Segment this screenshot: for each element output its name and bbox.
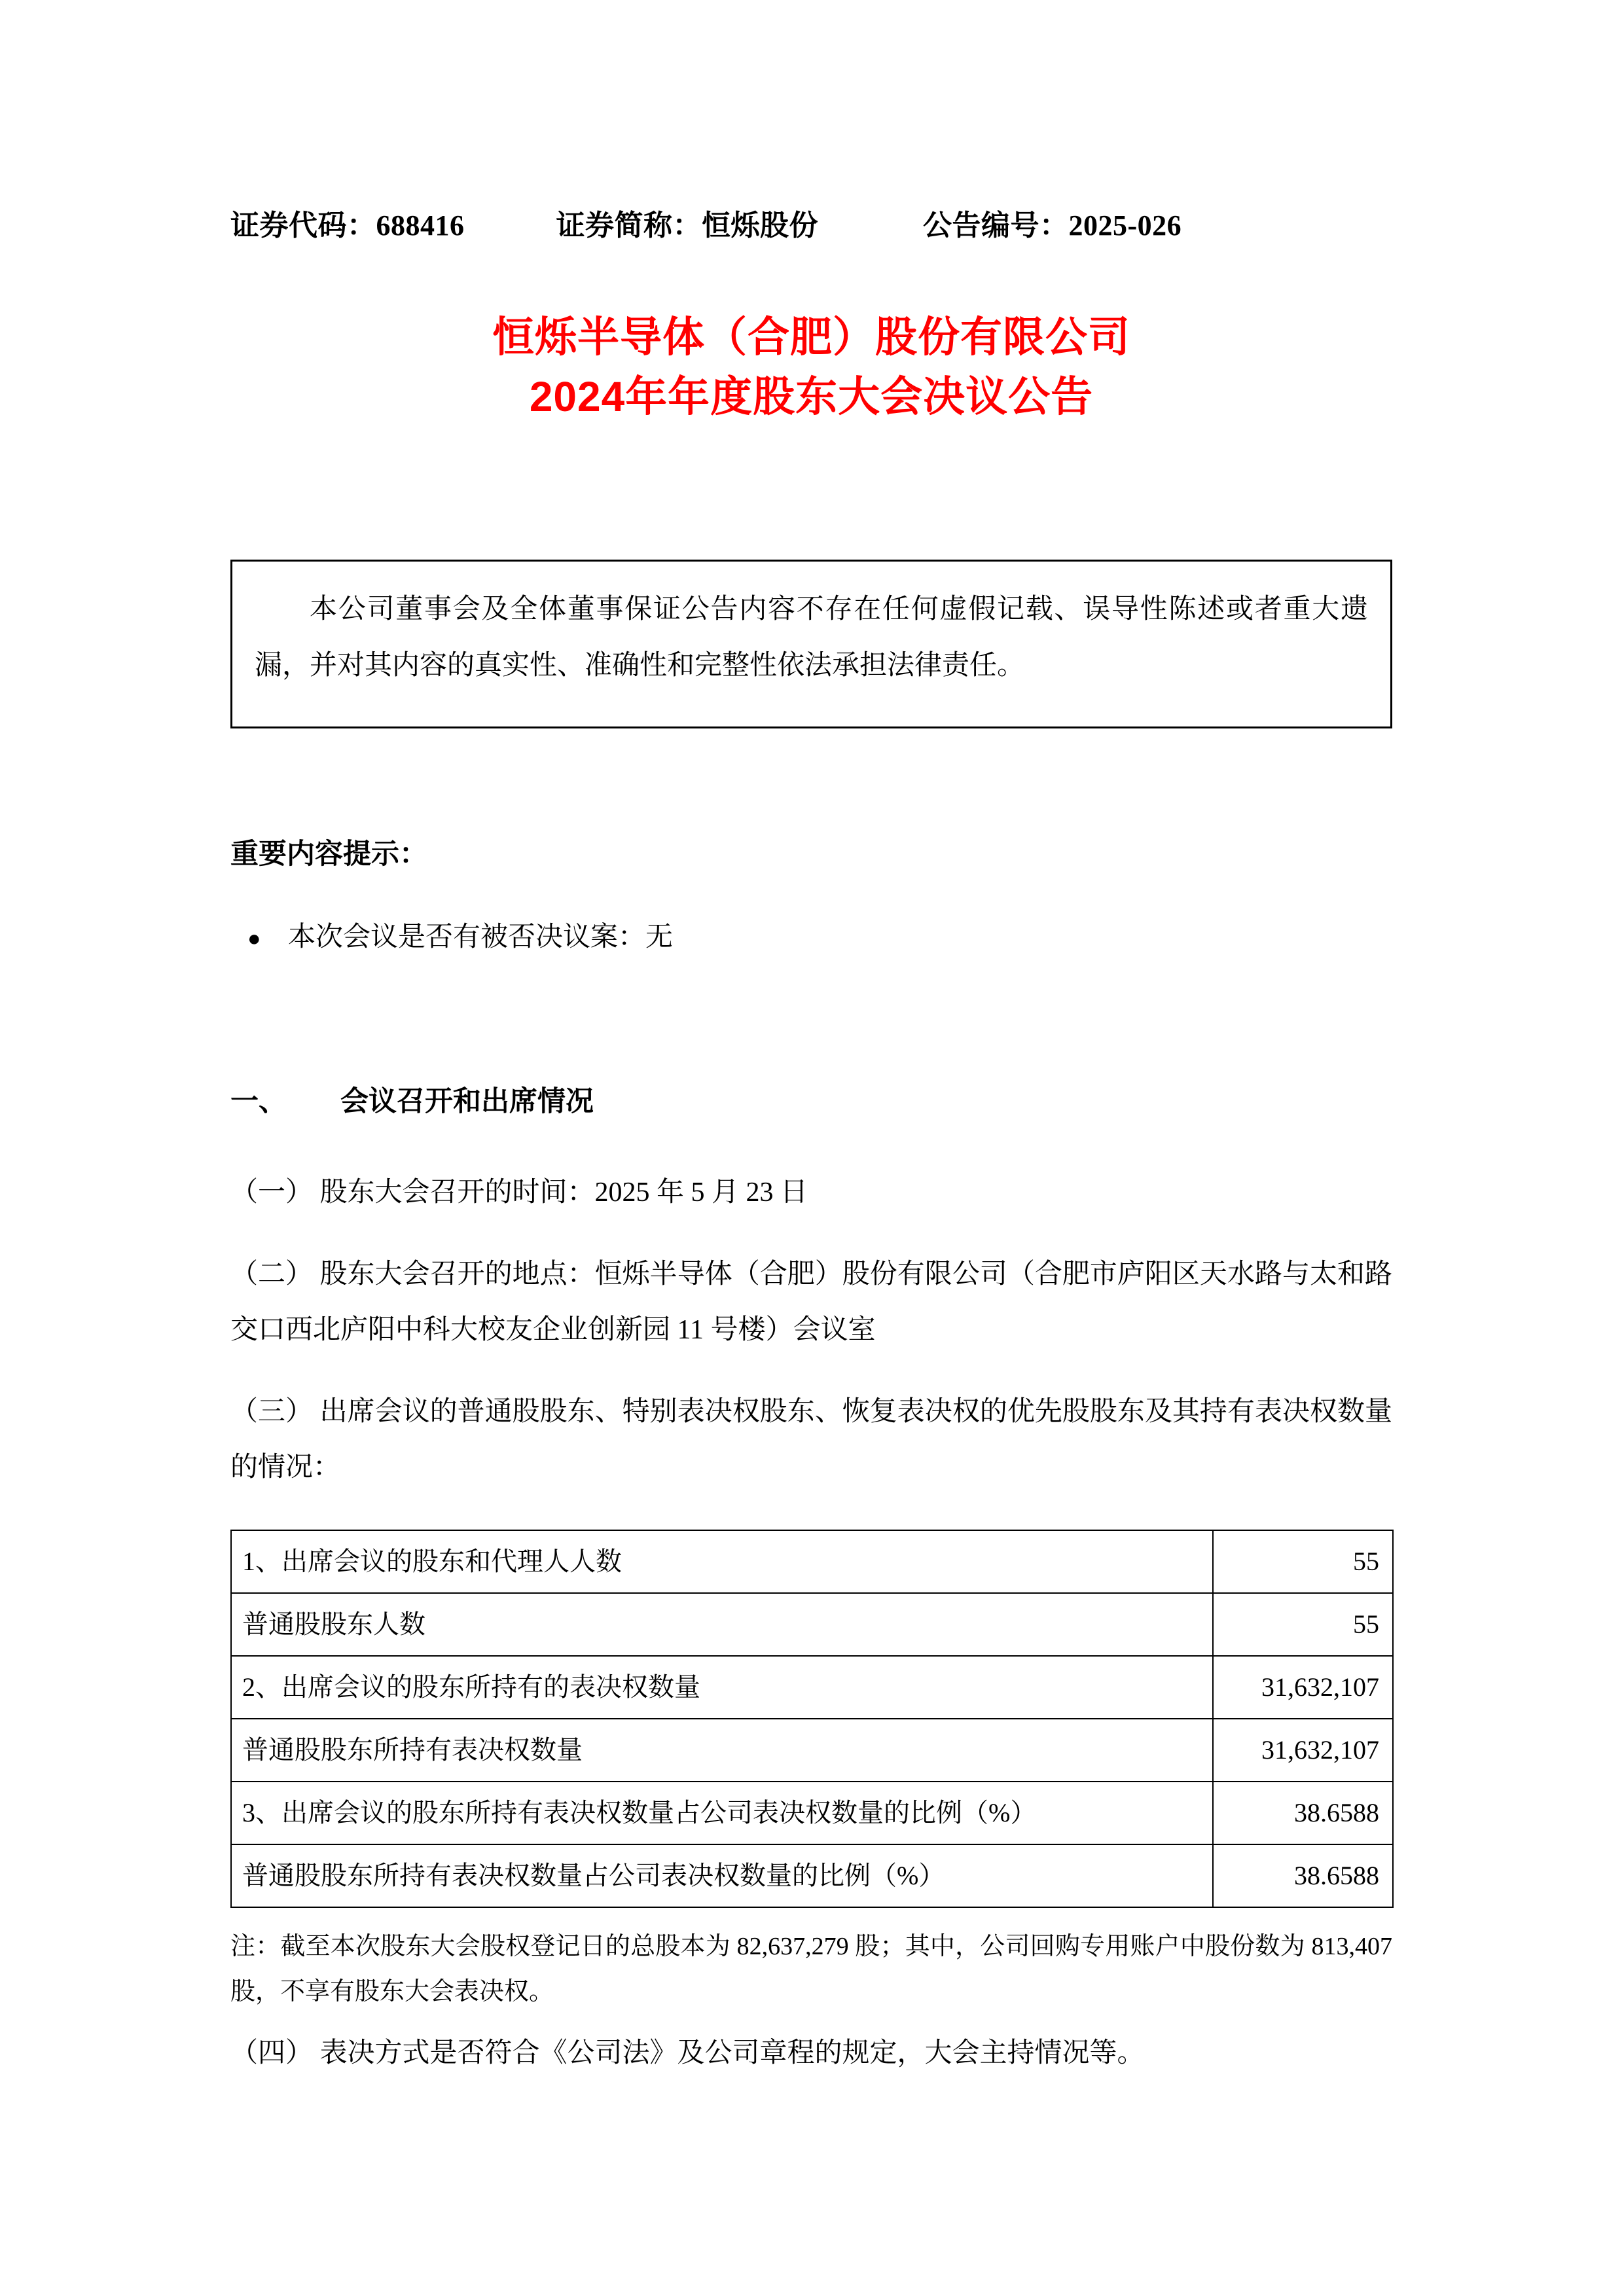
table-row	[231, 1844, 1393, 1907]
announcement-number: 公告编号：2025-026	[923, 209, 1182, 242]
table-row	[231, 1656, 1393, 1719]
security-code: 证券代码：688416	[230, 209, 465, 242]
table-cell-value: 38.6588	[1213, 1844, 1393, 1907]
attendance-table	[230, 1530, 1394, 1908]
disclaimer-box	[230, 560, 1392, 728]
table-row	[231, 1530, 1393, 1593]
section-one-item-3: （三） 出席会议的普通股股东、特别表决权股东、恢复表决权的优先股股东及其持有表决权数量的情况：	[230, 1397, 1392, 1483]
attendance-table-note: 注：截至本次股东大会股权登记日的总股本为 82,637,279 股；其中，公司回购专用账户中股份数为 813,407 股，不享有股东大会表决权。	[230, 1933, 1392, 2006]
section-one-number: 一、	[230, 1086, 287, 1117]
important-notice-heading: 重要内容提示：	[230, 838, 427, 870]
table-cell-label: 普通股股东人数	[231, 1593, 1213, 1656]
section-one-item-4: （四） 表决方式是否符合《公司法》及公司章程的规定，大会主持情况等。	[230, 2038, 1145, 2068]
attendance-table-body	[231, 1530, 1393, 1907]
title-line-subject: 2024年年度股东大会决议公告	[529, 372, 1094, 420]
section-one-heading	[230, 1073, 1392, 1130]
table-cell-label: 普通股股东所持有表决权数量占公司表决权数量的比例（%）	[231, 1844, 1213, 1907]
disclaimer-text: 本公司董事会及全体董事保证公告内容不存在任何虚假记载、误导性陈述或者重大遗漏，并对其内容的真实性、准确性和完整性依法承担法律责任。	[255, 594, 1368, 681]
table-cell-value: 31,632,107	[1213, 1719, 1393, 1782]
bullet-icon: ●	[247, 927, 261, 951]
header-spacer-2	[818, 202, 923, 243]
title-line-company: 恒烁半导体（合肥）股份有限公司	[492, 314, 1130, 361]
table-row	[231, 1719, 1393, 1782]
table-cell-value: 31,632,107	[1213, 1656, 1393, 1719]
security-abbreviation: 证券简称：恒烁股份	[556, 209, 818, 242]
table-cell-label: 普通股股东所持有表决权数量	[231, 1719, 1213, 1782]
table-cell-label: 2、出席会议的股东所持有的表决权数量	[231, 1656, 1213, 1719]
table-row	[231, 1782, 1393, 1844]
section-one-item-2: （二） 股东大会召开的地点：恒烁半导体（合肥）股份有限公司（合肥市庐阳区天水路与太和路交口西北庐阳中科大校友企业创新园 11 号楼）会议室	[230, 1259, 1392, 1346]
table-cell-label: 3、出席会议的股东所持有表决权数量占公司表决权数量的比例（%）	[231, 1782, 1213, 1844]
important-notice-bullet-text: 本次会议是否有被否决议案：无	[288, 922, 674, 952]
section-one-title: 会议召开和出席情况	[340, 1086, 594, 1117]
page-title	[230, 308, 1392, 427]
header-spacer-1	[465, 202, 556, 243]
table-cell-label: 1、出席会议的股东和代理人人数	[231, 1530, 1213, 1593]
section-one-item-1: （一） 股东大会召开的时间：2025 年 5 月 23 日	[230, 1177, 808, 1208]
table-cell-value: 38.6588	[1213, 1782, 1393, 1844]
important-notice-bullet-row	[230, 910, 1392, 965]
table-row	[231, 1593, 1393, 1656]
document-header	[230, 202, 1392, 243]
table-cell-value: 55	[1213, 1530, 1393, 1593]
table-cell-value: 55	[1213, 1593, 1393, 1656]
